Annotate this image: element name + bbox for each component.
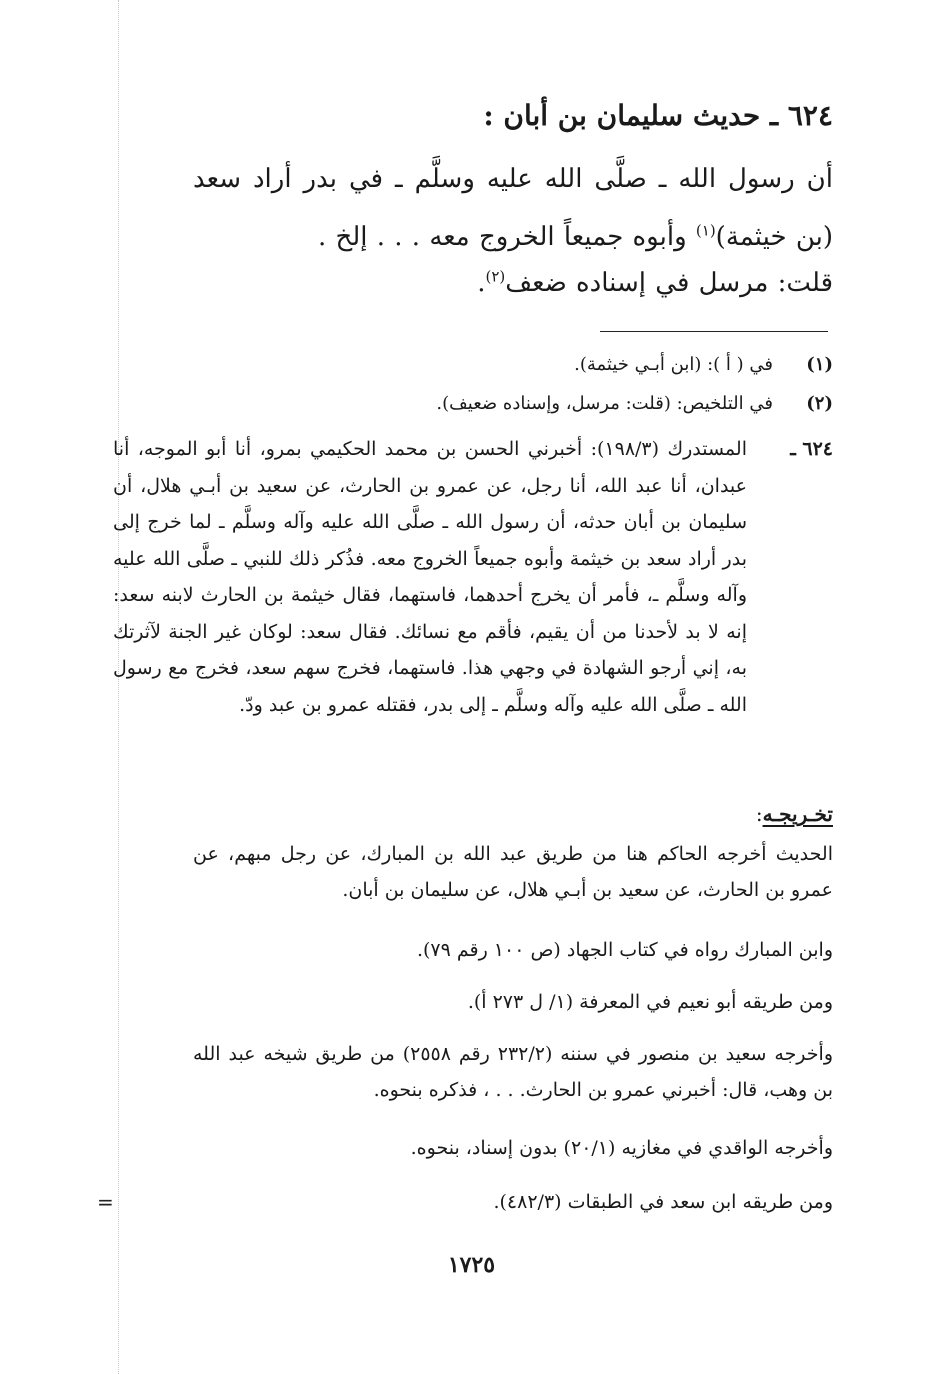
mustadrak-entry [113,431,833,723]
takhrij-paragraph: الحديث أخرجه الحاكم هنا من طريق عبد الله بن المبارك، عن رجل مبهم، عن عمرو بن الحارث، عن سعيد بن أبـي هلال، عن سليمان بن أبان. [193,843,833,901]
footnote-number: (١) [806,354,833,375]
footnote-2 [113,389,833,419]
takhrij-colon: : [755,802,763,826]
takhrij-title: تخـريجـه [762,802,833,826]
takhrij-paragraph: وابن المبارك رواه في كتاب الجهاد (ص ١٠٠ رقم ٧٩). [416,939,833,961]
hadith-text [193,150,833,266]
footnote-marker-2: (٢) [485,267,506,286]
author-comment [193,263,833,303]
takhrij-paragraph: وأخرجه الواقدي في مغازيه (٢٠/١) بدون إسناد، بنحوه. [410,1137,833,1159]
author-comment-end: . [477,268,486,298]
hadith-heading: ٦٢٤ ـ حديث سليمان بن أبان : [483,99,833,132]
footnote-separator [600,331,828,332]
hadith-text-part1: أن رسول الله ـ صلَّى الله عليه وسلَّم ـ في بدر أراد سعد (بن خيثمة) [193,164,833,252]
footnote-number: (٢) [806,393,833,414]
hadith-text-part2: وأبوه جميعاً الخروج معه . . . إلخ . [318,222,696,252]
mustadrak-text: المستدرك (١٩٨/٣): أخبرني الحسن بن محمد الحكيمي بمرو، أنا أبو الموجه، أنا عبدان، أنا عبد الله، أنا رجل، عن عمرو بن الحارث، عن سعيد بن أبـي هلال، أن سليمان بن أبان حدثه، أن رسول الله ـ صلَّى الله عليه وآله وسلَّم ـ لما خرج إلى بدر أراد سعد بن خيثمة وأبوه جميعاً الخروج معه. فذُكر ذلك للنبي ـ صلَّى الله عليه وآله وسلَّم ـ، فأمر أن يخرج أحدهما، فاستهما، فقال خيثمة بن الحارث لابنه سعد: إنه لا بد لأحدنا من أن يقيم، فأقم مع نسائك. فقال سعد: لوكان غير الجنة لآثرتك به، إني أرجو الشهادة في وجهي هذا. فاستهما، فخرج سهم سعد، فخرج مع رسول الله ـ صلَّى الله عليه وآله وسلَّم ـ إلى بدر، فقتله عمرو بن عبد ودّ. [113,438,747,716]
takhrij-heading [193,798,833,830]
takhrij-paragraph: ومن طريقه أبو نعيم في المعرفة (١/ ل ٢٧٣ أ). [467,991,833,1013]
page-number: ١٧٢٥ [447,1252,496,1278]
takhrij-paragraph: ومن طريقه ابن سعد في الطبقات (٤٨٢/٣). [493,1191,833,1213]
margin-mark: = [97,1190,114,1214]
footnote-text: في التلخيص: (قلت: مرسل، وإسناده ضعيف). [436,393,773,414]
author-comment-text: قلت: مرسل في إسناده ضعف [505,268,833,298]
footnote-text: في ( أ ): (ابن أبـي خيثمة). [574,354,773,375]
footnote-marker-1: (١) [695,221,716,240]
takhrij-paragraph: وأخرجه سعيد بن منصور في سننه (٢٣٢/٢ رقم ٢٥٥٨) من طريق شيخه عبد الله بن وهب، قال: أخبرني عمرو بن الحارث. . . ، فذكره بنحوه. [193,1043,833,1101]
mustadrak-number: ٦٢٤ ـ [790,438,833,460]
footnote-1 [113,350,833,380]
